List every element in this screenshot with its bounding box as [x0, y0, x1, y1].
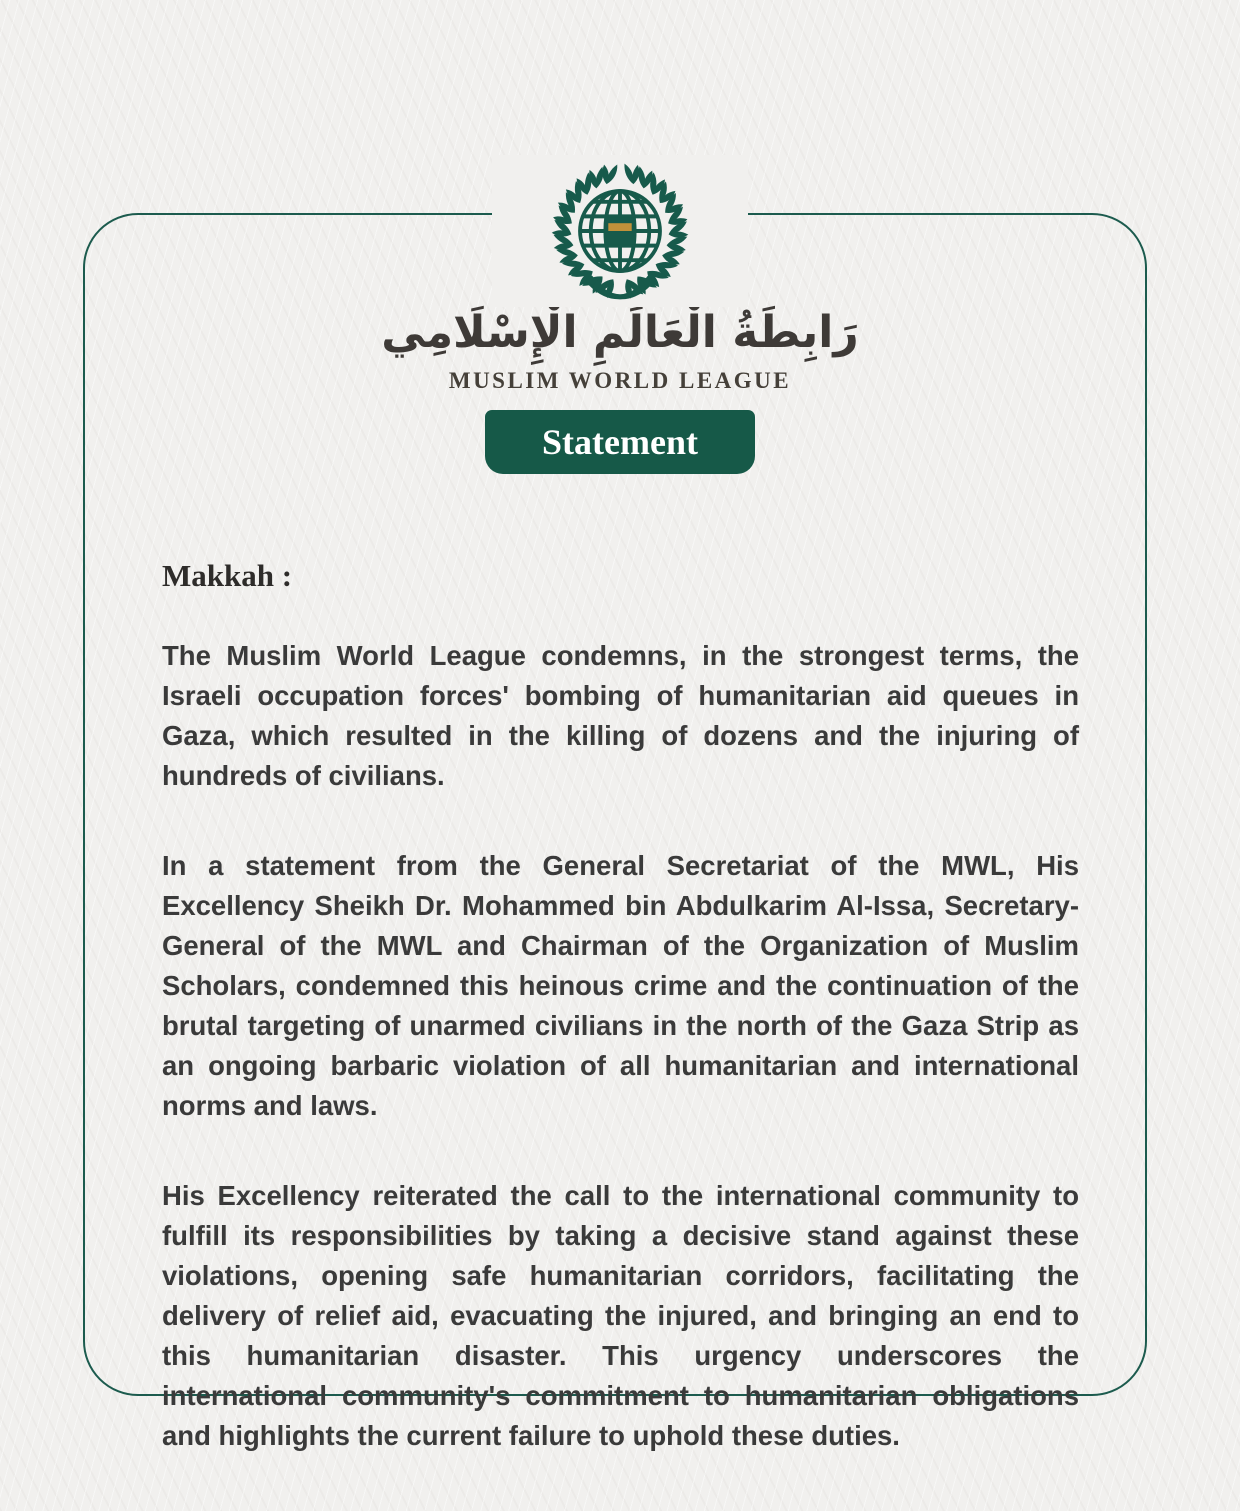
laurel-wreath-globe-icon	[544, 155, 696, 307]
org-name: MUSLIM WORLD LEAGUE	[448, 368, 792, 394]
kaaba-gold-band	[608, 223, 631, 231]
paragraph-2: In a statement from the General Secretariat of the MWL, His Excellency Sheikh Dr. Mohammed bin Abdulkarim Al-Issa, Secretary-General of the MWL and Chairman of the Organization of Muslim Scholars, condemned this heinous crime and the continuation of the brutal targeting of unarmed civilians in the north of the Gaza Strip as an ongoing barbaric violation of all humanitarian and international norms and laws.	[162, 850, 1079, 1121]
paragraph-1: The Muslim World League condemns, in the strongest terms, the Israeli occupation forces' bombing of humanitarian aid queues in Gaza, which resulted in the killing of dozens and the injuring of hundreds of civilians.	[162, 640, 1079, 791]
header	[0, 155, 1240, 474]
statement-body	[162, 558, 1079, 1506]
kaaba-rect	[604, 217, 635, 244]
paragraph-3: His Excellency reiterated the call to the international community to fulfill its responsibilities by taking a decisive stand against these violations, opening safe humanitarian corridors, facilitating the delivery of relief aid, evacuating the injured, and bringing an end to this humanitarian disaster. This urgency underscores the international community's commitment to humanitarian obligations and highlights the current failure to uphold these duties.	[162, 1180, 1079, 1451]
mwl-logo	[492, 155, 748, 307]
statement-badge: Statement	[485, 410, 755, 474]
arabic-org-name: رَابِطَةُ الْعَالَمِ الْإِسْلَامِي	[381, 307, 859, 358]
location-heading: Makkah :	[162, 558, 293, 593]
